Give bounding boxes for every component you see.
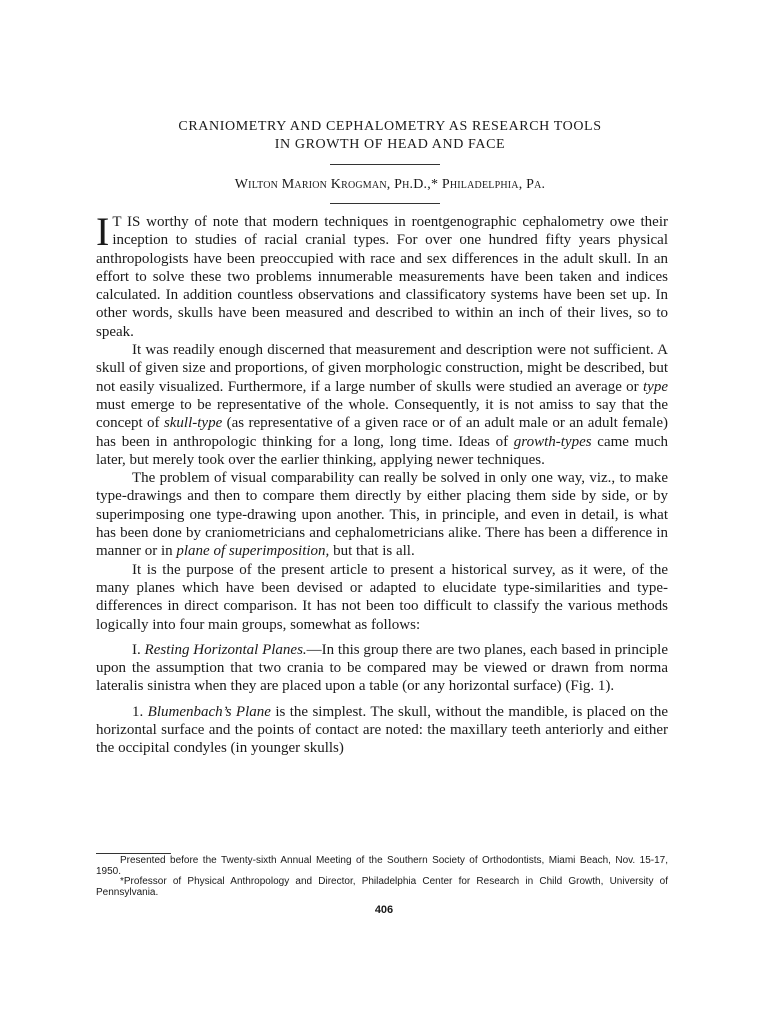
paragraph-6 — [96, 703, 668, 758]
title-divider — [330, 164, 440, 165]
paragraph-2-text-c: (as representative of a given race or of an adult male or an adult female) has been in anthropologic thinking for a long, long time. Ideas of — [96, 415, 668, 450]
paragraph-2-text-b: must emerge to be representative of the whole. Consequently, it is not amiss to say that the concept of — [96, 396, 668, 432]
section-number-1: I. — [132, 641, 145, 658]
paragraph-5-text: —In this group there are two planes, each based in principle upon the assumption that two crania to be compared may be viewed or drawn from norma lateralis sinistra when they are placed upon a table (or any horizontal surface) (Fig. 1). — [96, 641, 669, 695]
footnote-affiliation: *Professor of Physical Anthropology and Director, Philadelphia Center for Research in Child Growth, University of Pennsylvania. — [96, 876, 668, 898]
footnote-divider — [96, 853, 171, 854]
item-number-1: 1. — [132, 703, 148, 720]
author-line: Wilton Marion Krogman, Ph.D.,* Philadelphia, Pa. — [234, 177, 546, 192]
emphasis-plane-of-superimposition: plane of superimposition, — [176, 543, 330, 560]
paragraph-2 — [96, 341, 668, 469]
paragraph-3-text-a: The problem of visual comparability can really be solved in only one way, viz., to make type-drawings and then to compare them directly by either placing them side by side, or by superimposing one type-drawing upon another. This, in principle, and even in detail, is what has been done by craniometricians and cephalometricians alike. There has been a difference in manner or in — [96, 470, 668, 560]
article-body — [96, 209, 669, 758]
section-heading-resting-horizontal-planes: Resting Horizontal Planes. — [144, 641, 307, 658]
author-divider — [330, 203, 440, 204]
paragraph-2-text-a: It was readily enough discerned that measurement and description were not sufficient. A skull of given size and proportions, of given morphologic construction, might be described, but not easily visualized. Furthermore, if a large number of skulls were studied an average or — [96, 342, 668, 395]
article-title — [100, 118, 680, 154]
title-line-2: IN GROWTH OF HEAD AND FACE — [274, 137, 506, 152]
paragraph-4: It is the purpose of the present article to present a historical survey, as it were, of the many planes which have been devised or adapted to elucidate type-similarities and type-differences in direct comparison. It has not been too difficult to classify the various methods logically into four main groups, somewhat as follows: — [96, 561, 668, 633]
paragraph-3 — [96, 469, 668, 560]
page-number: 406 — [374, 904, 394, 916]
emphasis-type: type — [643, 378, 668, 395]
emphasis-skull-type: skull-type — [163, 415, 223, 432]
footnote-presented: Presented before the Twenty-sixth Annual Meeting of the Southern Society of Orthodontists, Miami Beach, Nov. 15-17, 1950. — [96, 855, 668, 877]
paragraph-3-text-b: but that is all. — [329, 543, 415, 560]
emphasis-growth-types: growth-types — [513, 433, 592, 450]
footnotes — [96, 856, 668, 898]
item-heading-blumenbachs-plane: Blumenbach’s Plane — [147, 703, 271, 720]
paragraph-1-text: T IS worthy of note that modern techniques in roentgenographic cephalometry owe their inception to studies of racial cranial types. For over one hundred fifty years physical anthropologists have been preoccupied with race and sex differences in the adult skull. In an effort to solve these two problems innumerable measurements have been taken and indices calculated. In addition countless observations and classificatory systems have been set up. In other words, skulls have been measured and described to within an inch of their lives, so to speak. — [96, 214, 668, 340]
paragraph-2-text-d: came much later, but merely took over the earlier thinking, applying newer techniques. — [96, 433, 668, 468]
paragraph-6-text: is the simplest. The skull, without the mandible, is placed on the horizontal surface and the points of contact are noted: the maxillary teeth anteriorly and either the occipital condyles (in younger skulls) — [96, 703, 668, 757]
paragraph-5 — [96, 641, 668, 696]
title-line-1: CRANIOMETRY AND CEPHALOMETRY AS RESEARCH TOOLS — [178, 119, 602, 134]
paragraph-1 — [96, 209, 668, 341]
drop-cap: I — [96, 209, 110, 254]
